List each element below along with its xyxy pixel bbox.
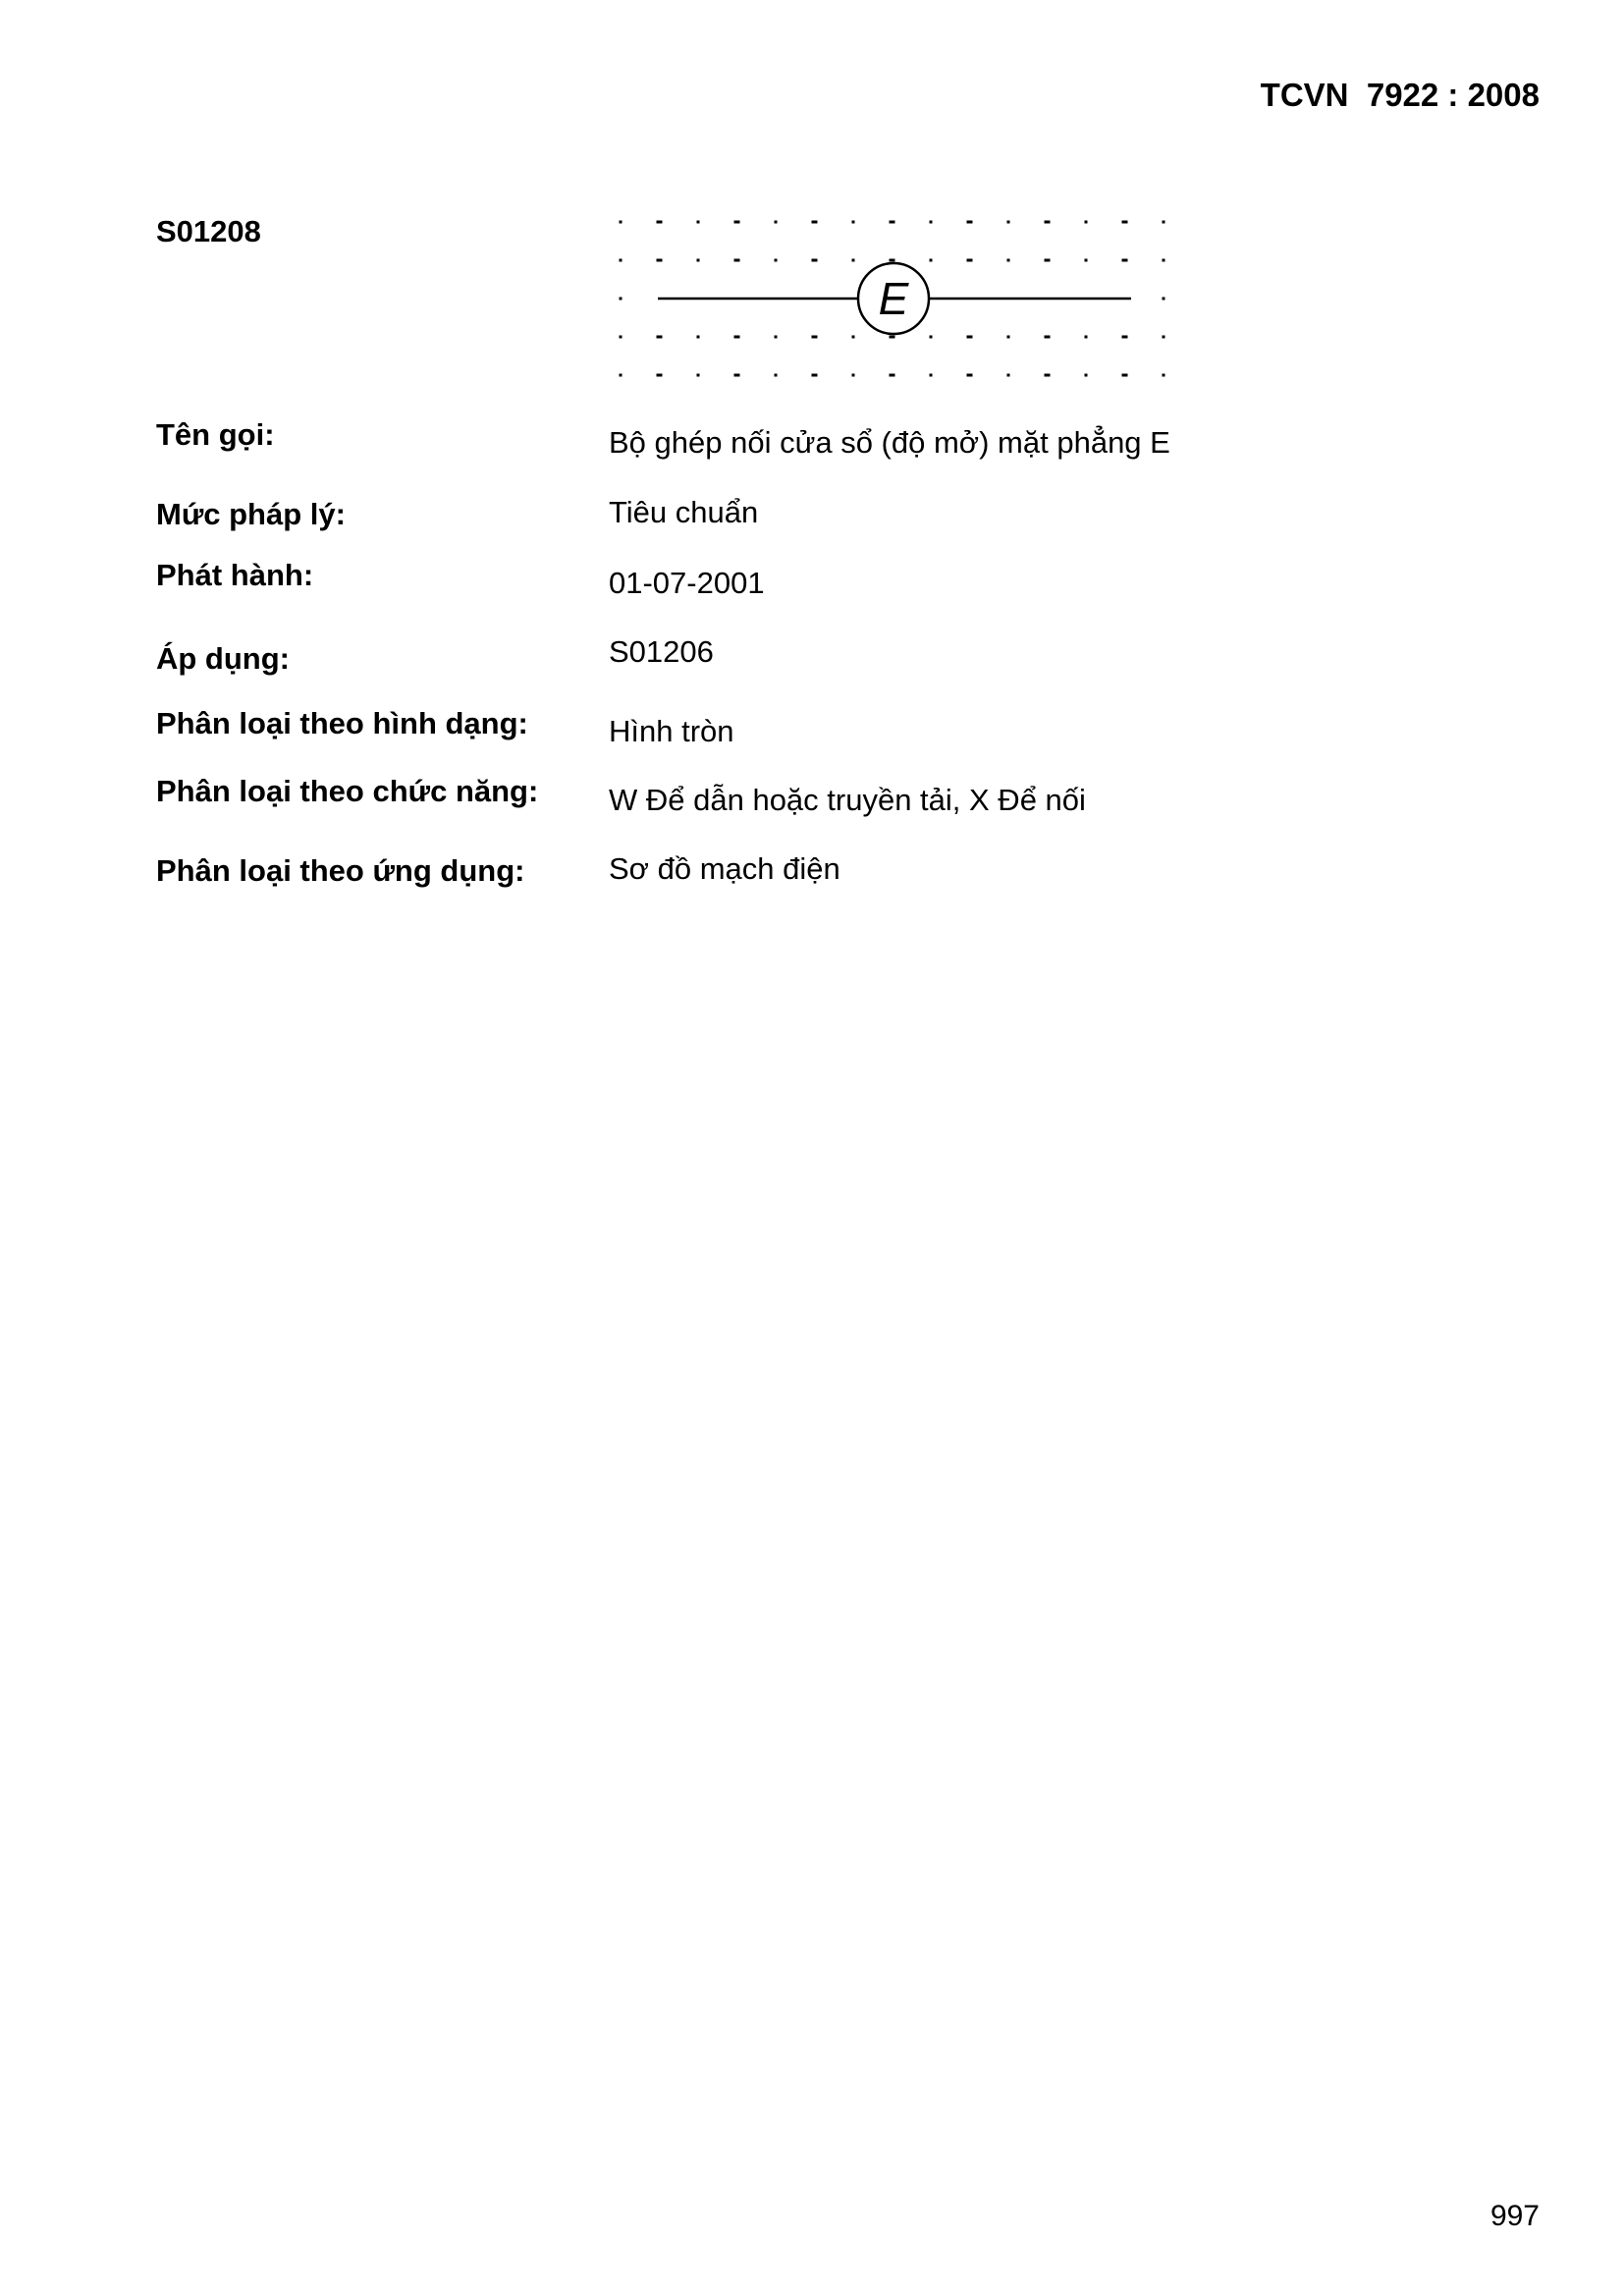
- grid-dot: [1122, 221, 1128, 224]
- grid-dot: [775, 374, 778, 377]
- grid-dot: [1007, 221, 1010, 224]
- grid-dot: [775, 336, 778, 339]
- grid-dot: [657, 374, 663, 377]
- grid-dot: [1045, 336, 1051, 339]
- grid-dot: [930, 259, 933, 262]
- grid-dot: [890, 336, 895, 339]
- grid-dot: [1163, 336, 1165, 339]
- field-label-ten-goi: Tên gọi:: [156, 417, 275, 452]
- grid-dot: [890, 259, 895, 262]
- grid-dot: [620, 298, 623, 301]
- symbol-letter: E: [878, 273, 909, 324]
- field-value-ten-goi: Bộ ghép nối cửa sổ (độ mở) mặt phẳng E: [609, 425, 1170, 460]
- grid-dot: [1163, 259, 1165, 262]
- grid-dot: [967, 259, 973, 262]
- grid-dot: [1007, 336, 1010, 339]
- grid-dot: [1007, 259, 1010, 262]
- field-value-ap-dung: S01206: [609, 634, 714, 669]
- field-label-muc-phap-ly: Mức pháp lý:: [156, 497, 346, 531]
- field-value-muc-phap-ly: Tiêu chuẩn: [609, 495, 759, 529]
- grid-dot: [890, 374, 895, 377]
- grid-dot: [775, 259, 778, 262]
- grid-dot: [1163, 221, 1165, 224]
- grid-dot: [1085, 221, 1088, 224]
- grid-dot: [812, 259, 818, 262]
- page-number: 997: [1489, 2200, 1540, 2232]
- grid-dot: [697, 374, 700, 377]
- grid-dot: [620, 374, 623, 377]
- grid-dot: [1045, 374, 1051, 377]
- grid-dot: [967, 336, 973, 339]
- field-value-phat-hanh: 01-07-2001: [609, 566, 765, 600]
- grid-dot: [930, 374, 933, 377]
- grid-dot: [852, 374, 855, 377]
- grid-dot: [734, 336, 740, 339]
- grid-dot: [812, 374, 818, 377]
- grid-dot: [852, 259, 855, 262]
- grid-dot: [775, 221, 778, 224]
- grid-dot: [697, 221, 700, 224]
- grid-dot: [657, 336, 663, 339]
- grid-dot: [812, 336, 818, 339]
- grid-dot: [734, 259, 740, 262]
- field-value-phan-loai-hinh-dang: Hình tròn: [609, 714, 734, 748]
- field-value-phan-loai-ung-dung: Sơ đồ mạch điện: [609, 851, 840, 886]
- grid-dot: [1045, 259, 1051, 262]
- grid-dot: [657, 259, 663, 262]
- grid-dot: [967, 374, 973, 377]
- grid-dot: [734, 374, 740, 377]
- grid-dot: [852, 336, 855, 339]
- grid-dot: [1163, 298, 1165, 301]
- standard-header: TCVN 7922 : 2008: [1260, 77, 1540, 113]
- field-value-phan-loai-chuc-nang: W Để dẫn hoặc truyền tải, X Để nối: [609, 783, 1086, 817]
- field-label-phan-loai-hinh-dang: Phân loại theo hình dạng:: [156, 706, 528, 740]
- grid-dot: [930, 221, 933, 224]
- symbol-figure: [607, 210, 1180, 387]
- grid-dot: [930, 336, 933, 339]
- grid-dot: [1085, 259, 1088, 262]
- grid-dot: [967, 221, 973, 224]
- grid-dot: [1085, 374, 1088, 377]
- grid-dot: [1007, 374, 1010, 377]
- field-label-phan-loai-ung-dung: Phân loại theo ứng dụng:: [156, 853, 525, 888]
- field-label-phat-hanh: Phát hành:: [156, 558, 314, 592]
- grid-dot: [1163, 374, 1165, 377]
- grid-dot: [890, 221, 895, 224]
- grid-dot: [1085, 336, 1088, 339]
- grid-dot: [620, 259, 623, 262]
- grid-dot: [697, 259, 700, 262]
- grid-dot: [620, 221, 623, 224]
- field-label-phan-loai-chuc-nang: Phân loại theo chức năng:: [156, 774, 539, 808]
- grid-dot: [812, 221, 818, 224]
- grid-dot: [697, 336, 700, 339]
- grid-dot: [657, 221, 663, 224]
- grid-dot: [734, 221, 740, 224]
- grid-dot: [1045, 221, 1051, 224]
- grid-dot: [852, 221, 855, 224]
- grid-dot: [1122, 374, 1128, 377]
- grid-dot: [1122, 336, 1128, 339]
- field-label-ap-dung: Áp dụng:: [156, 641, 291, 676]
- grid-dot: [620, 336, 623, 339]
- symbol-code: S01208: [156, 214, 261, 248]
- grid-dot: [1122, 259, 1128, 262]
